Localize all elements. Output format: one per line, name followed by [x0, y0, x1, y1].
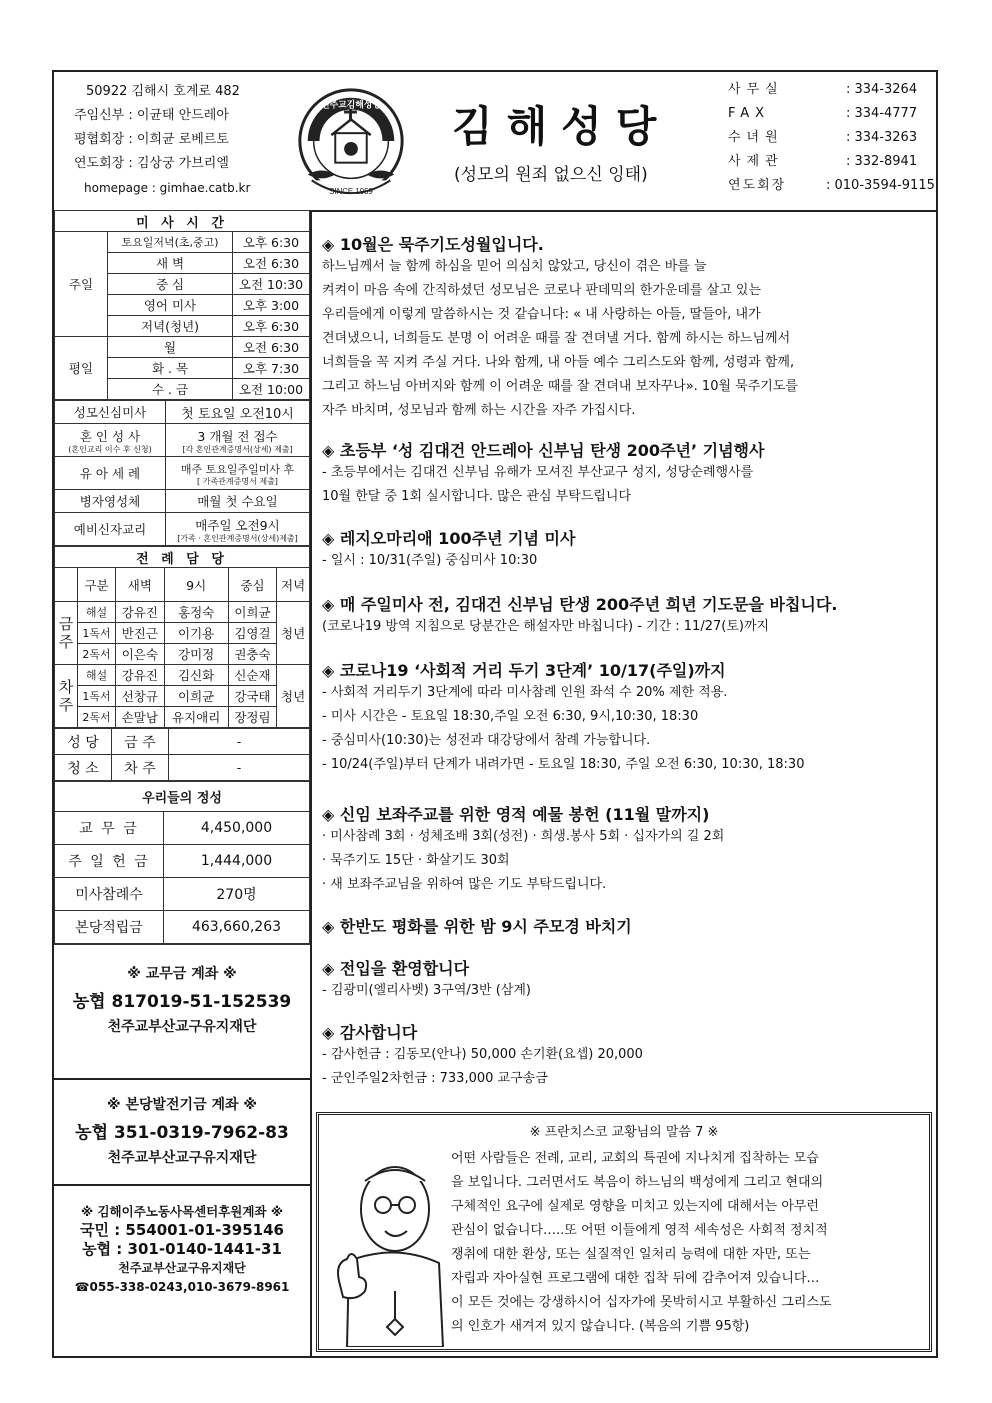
mass-time: 오전 10:30: [233, 274, 310, 295]
liturgy-header: 새벽: [116, 568, 164, 602]
mass-time: 오후 6:30: [233, 316, 310, 337]
offering-title: 우리들의 정성: [55, 782, 310, 812]
notice-heading: ◈ 초등부 ‘성 김대건 안드레아 신부님 탄생 200주년’ 기념행사: [322, 441, 765, 460]
sacrament-info: 매주 토요일주일미사 후: [180, 462, 295, 476]
notice-bishop: [322, 802, 934, 897]
liturgy-cell: 이기용: [164, 623, 228, 644]
notice-line: - 중심미사(10:30)는 성전과 대강당에서 참례 가능합니다.: [322, 733, 651, 748]
liturgy-cell: 김신화: [164, 665, 228, 686]
notice-line: · 새 보좌주교님을 위하여 많은 기도 부탁드립니다.: [322, 877, 607, 892]
notice-line: - 감사헌금 : 김동모(안나) 50,000 손기환(요셉) 20,000: [322, 1047, 643, 1062]
liturgy-cell: 홍정숙: [164, 602, 228, 623]
liturgy-cell: 청년: [277, 602, 310, 665]
sacrament-table: [54, 400, 310, 546]
liturgy-cell: 권충숙: [228, 644, 276, 665]
council-chair: 평협회장 : 이희균 로베르토: [74, 132, 229, 147]
mass-schedule-table: [54, 210, 310, 400]
notice-line: - 초등부에서는 김대건 신부님 유해가 모셔진 부산교구 성지, 성당순례행사를: [322, 465, 754, 480]
notice-line: - 사회적 거리두기 3단계에 따라 미사참례 인원 좌석 수 20% 제한 적용.: [322, 685, 728, 700]
sidebar: [54, 210, 312, 1358]
account-title: ※ 본당발전기금 계좌 ※: [106, 1097, 258, 1113]
notice-heading: ◈ 코로나19 ‘사회적 거리 두기 3단계’ 10/17(주일)까지: [322, 661, 726, 680]
liturgy-cell: 손말남: [116, 707, 164, 728]
address: 50922 김해시 호계로 482: [86, 84, 240, 99]
sacrament-info: 매월 첫 수요일: [166, 490, 310, 513]
page-subtitle: (성모의 원죄 없으신 잉태): [454, 165, 648, 185]
mass-name: 저녁(청년): [108, 316, 233, 337]
notice-heading: ◈ 레지오마리애 100주년 기념 미사: [322, 529, 576, 548]
quote-line: 어떤 사람들은 전례, 교리, 교회의 특권에 지나치게 집착하는 모습: [451, 1151, 819, 1166]
notice-children: [322, 438, 934, 509]
liturgy-cell: 이희균: [164, 686, 228, 707]
mass-time: 오후 3:00: [233, 295, 310, 316]
sacrament-name: 병자영성체: [55, 490, 166, 513]
notice-heading: ◈ 매 주일미사 전, 김대건 신부님 탄생 200주년 희년 기도문을 바칩니다.: [322, 595, 838, 614]
notice-covid: [322, 658, 934, 777]
notice-line: 우리들에게 이렇게 말씀하시는 것 같습니다: « 내 사랑하는 아들, 딸들아, 내가: [322, 307, 761, 322]
pastor: 주임신부 : 이균태 안드레아: [74, 108, 229, 123]
liturgy-cell: 유지애리: [164, 707, 228, 728]
offering-label: 미사참례수: [55, 878, 164, 911]
liturgy-header: 저녁: [277, 568, 310, 602]
liturgy-header: 중심: [228, 568, 276, 602]
notice-line: - 일시 : 10/31(주일) 중심미사 10:30: [322, 553, 538, 568]
mass-name: 토요일저녁(초,중고): [108, 232, 233, 253]
liturgy-title: 전 례 담 당: [55, 547, 310, 568]
tithe-account: [54, 944, 310, 1078]
liturgy-cell: 해설: [78, 665, 116, 686]
liturgy-cell: 강유진: [116, 665, 164, 686]
quote-line: 자립과 자아실현 프로그램에 대한 집착 뒤에 감추어져 있습니다…: [451, 1271, 820, 1286]
mass-name: 화 . 목: [108, 358, 233, 379]
next-week-label: 차주: [55, 665, 78, 728]
liturgy-cell: 강유진: [116, 602, 164, 623]
cleaning-week: 차 주: [112, 755, 169, 781]
liturgy-cell: 이은숙: [116, 644, 164, 665]
sacrament-note: [ 가족관계증명서 제출]: [197, 476, 278, 486]
account-holder: 천주교부산교구유지재단: [118, 1261, 246, 1275]
offering-label: 본당적립금: [55, 911, 164, 944]
parish-logo-icon: [292, 84, 410, 202]
contact-list: [728, 78, 938, 198]
sacrament-info: 첫 토요일 오전10시: [166, 401, 310, 424]
liturgy-header: 9시: [164, 568, 228, 602]
liturgy-cell: 2독서: [78, 644, 116, 665]
notice-line: 자주 바치며, 성모님과 함께 하는 시간을 자주 가집시다.: [322, 403, 636, 418]
contact-convent: 수녀원 : 334-3263: [728, 130, 918, 145]
mass-time: 오후 7:30: [233, 358, 310, 379]
logo-text: 천주교김해성당: [321, 100, 381, 111]
mass-time: 오전 6:30: [233, 253, 310, 274]
notice-line: 견뎌냈으니, 너희들도 분명 이 어려운 때를 잘 견뎌낼 거다. 함께 하시는 하느님께서: [322, 331, 791, 346]
cleaning-value: -: [169, 729, 310, 755]
notice-line: - 군인주일2차헌금 : 733,000 교구송금: [322, 1071, 548, 1086]
labor-center-account: [54, 1184, 310, 1296]
contact-fax: FAX : 334-4777: [728, 106, 918, 121]
offering-value: 1,444,000: [164, 845, 310, 878]
mass-time: 오후 6:30: [233, 232, 310, 253]
notice-peace: [322, 914, 934, 937]
mass-name: 월: [108, 337, 233, 358]
mass-time: 오전 6:30: [233, 337, 310, 358]
notice-thanks: [322, 1020, 934, 1091]
quote-line: 이 모든 것에는 강생하시어 십자가에 못박히시고 부활하신 그리스도: [451, 1295, 832, 1310]
notice-heading: ◈ 감사합니다: [322, 1023, 418, 1042]
header: [54, 72, 936, 212]
quote-title: ※ 프란치스코 교황님의 말씀 7 ※: [529, 1125, 719, 1140]
offering-value: 4,450,000: [164, 812, 310, 845]
page-title: 김해성당: [452, 102, 671, 151]
account-number: 국민 : 554001-01-395146: [80, 1221, 284, 1239]
liturgy-cell: 김영걸: [228, 623, 276, 644]
sacrament-name: 예비신자교리: [55, 513, 166, 546]
account-title: ※ 김해이주노동사목센터후원계좌 ※: [80, 1204, 284, 1219]
phone-number: ☎055-338-0243,010-3679-8961: [74, 1280, 290, 1294]
offering-table: [54, 781, 310, 944]
sacrament-name: 성모신심미사: [55, 401, 166, 424]
notice-line: 하느님께서 늘 함께 하심을 믿어 의심치 않았고, 당신이 겪은 바를 늘: [322, 259, 707, 274]
liturgy-cell: 청년: [277, 665, 310, 728]
header-info: [74, 80, 304, 200]
building-fund-account: [54, 1078, 310, 1184]
cleaning-week: 금 주: [112, 729, 169, 755]
account-number: 농협 : 301-0140-1441-31: [82, 1240, 282, 1258]
sacrament-name: 혼 인 성 사: [79, 428, 141, 444]
cleaning-value: -: [169, 755, 310, 781]
sacrament-note: [가족 · 혼인관계증명서(상세)제출]: [177, 533, 298, 543]
weekday-label: 평일: [55, 337, 108, 400]
quote-text: [451, 1147, 923, 1339]
account-number: 농협 817019-51-152539: [72, 992, 292, 1012]
sunday-label: 주일: [55, 232, 108, 337]
liturgy-cell: 해설: [78, 602, 116, 623]
notice-welcome: [322, 956, 934, 1003]
notice-heading: ◈ 신임 보좌주교를 위한 영적 예물 봉헌 (11월 말까지): [322, 805, 710, 824]
homepage-link[interactable]: homepage : gimhae.catb.kr: [84, 181, 251, 195]
liturgy-cell: 장정림: [228, 707, 276, 728]
offering-label: 주 일 헌 금: [55, 845, 164, 878]
notice-line: 너희들을 꼭 지켜 주실 거다. 나와 함께, 내 아들 예수 그리스도와 함께, 성령과 함께,: [322, 355, 795, 370]
liturgy-table: [54, 546, 310, 728]
sacrament-info: 매주일 오전9시: [195, 517, 280, 533]
liturgy-cell: 반진근: [116, 623, 164, 644]
mass-name: 수 . 금: [108, 379, 233, 400]
notice-line: 그리고 하느님 아버지와 함께 이 어려운 때를 잘 견뎌내 보자꾸나». 10월 묵주기도를: [322, 379, 798, 394]
notice-line: - 미사 시간은 - 토요일 18:30,주일 오전 6:30, 9시,10:30, 18:30: [322, 709, 699, 724]
sacrament-note: (혼인교리 이수 후 신청): [68, 444, 152, 454]
liturgy-cell: 2독서: [78, 707, 116, 728]
sacrament-info: 3 개월 전 접수: [197, 428, 278, 444]
mass-time: 오전 10:00: [233, 379, 310, 400]
contact-office: 사무실 : 334-3264: [728, 82, 918, 97]
contact-rectory: 사제관 : 332-8941: [728, 154, 918, 169]
this-week-label: 금주: [55, 602, 78, 665]
pope-quote-box: [316, 1112, 932, 1352]
quote-line: 구체적인 요구에 실제로 영향을 미치고 있는지에 대해서는 아무런: [451, 1199, 819, 1214]
quote-line: 의 인호가 새겨져 있지 않습니다. (복음의 기쁨 95항): [451, 1319, 750, 1334]
notice-legio: [322, 526, 934, 573]
quote-line: 쟁취에 대한 환상, 또는 실질적인 일처리 능력에 대한 자만, 또는: [451, 1247, 811, 1262]
quote-line: 을 보입니다. 그러면서도 복음이 하느님의 백성에게 그리고 현대의: [451, 1175, 824, 1190]
mass-name: 중 심: [108, 274, 233, 295]
logo-since: SINCE 1959: [329, 187, 373, 197]
notice-line: - 10/24(주일)부터 단계가 내려가면 - 토요일 18:30, 주일 오전 6:30, 10:30, 18:30: [322, 757, 805, 772]
account-title: ※ 교무금 계좌 ※: [127, 966, 237, 982]
account-holder: 천주교부산교구유지재단: [107, 1019, 257, 1035]
liturgy-cell: 강국태: [228, 686, 276, 707]
account-holder: 천주교부산교구유지재단: [107, 1150, 257, 1166]
notice-line: · 미사참례 3회 · 성체조배 3회(성전) · 희생.봉사 5회 · 십자가의 길 2회: [322, 829, 725, 844]
notice-heading: ◈ 전입을 환영합니다: [322, 959, 470, 978]
notice-line: 10월 한달 중 1회 실시합니다. 많은 관심 부탁드립니다: [322, 489, 632, 504]
liturgy-header: 구분: [78, 568, 116, 602]
mass-title: 미 사 시 간: [55, 211, 310, 232]
offering-value: 463,660,263: [164, 911, 310, 944]
sacrament-note: [각 혼인관계증명서(상세) 제출]: [182, 444, 293, 454]
quote-line: 관심이 없습니다…..또 어떤 이들에게 영적 세속성은 사회적 정치적: [451, 1223, 828, 1238]
liturgy-cell: 강미정: [164, 644, 228, 665]
mass-name: 영어 미사: [108, 295, 233, 316]
notice-line: (코로나19 방역 지침으로 당분간은 해설자만 바칩니다) - 기간 : 11/27(토)까지: [322, 619, 770, 634]
liturgy-cell: 1독서: [78, 623, 116, 644]
cleaning-table: [54, 728, 310, 781]
cleaning-label: 청 소: [55, 755, 112, 781]
notice-rosary: [322, 232, 934, 423]
liturgy-cell: 신순재: [228, 665, 276, 686]
offering-label: 교 무 금: [55, 812, 164, 845]
notice-heading: ◈ 한반도 평화를 위한 밤 9시 주모경 바치기: [322, 917, 632, 936]
liturgy-cell: 1독서: [78, 686, 116, 707]
account-number: 농협 351-0319-7962-83: [75, 1123, 289, 1143]
notice-prayer: [322, 592, 934, 639]
bulletin-frame: [52, 70, 938, 1358]
mass-name: 새 벽: [108, 253, 233, 274]
cleaning-label: 성 당: [55, 729, 112, 755]
liturgy-cell: 선창규: [116, 686, 164, 707]
notice-line: - 김광미(엘리사벳) 3구역/3반 (삼계): [322, 983, 531, 998]
notice-line: 켜켜이 마음 속에 간직하셨던 성모님은 코로나 판데믹의 한가운데를 살고 있는: [322, 283, 762, 298]
pope-thumbs-up-icon: [329, 1151, 447, 1347]
liturgy-cell: 이희균: [228, 602, 276, 623]
sacrament-name: 유 아 세 례: [55, 457, 166, 490]
notice-line: · 묵주기도 15단 · 화살기도 30회: [322, 853, 510, 868]
offering-value: 270명: [164, 878, 310, 911]
youth-chair: 연도회장 : 김상궁 가브리엘: [74, 156, 229, 171]
contact-youth: 연도회장 : 010-3594-9115: [728, 178, 935, 193]
notice-heading: ◈ 10월은 묵주기도성월입니다.: [322, 235, 544, 254]
